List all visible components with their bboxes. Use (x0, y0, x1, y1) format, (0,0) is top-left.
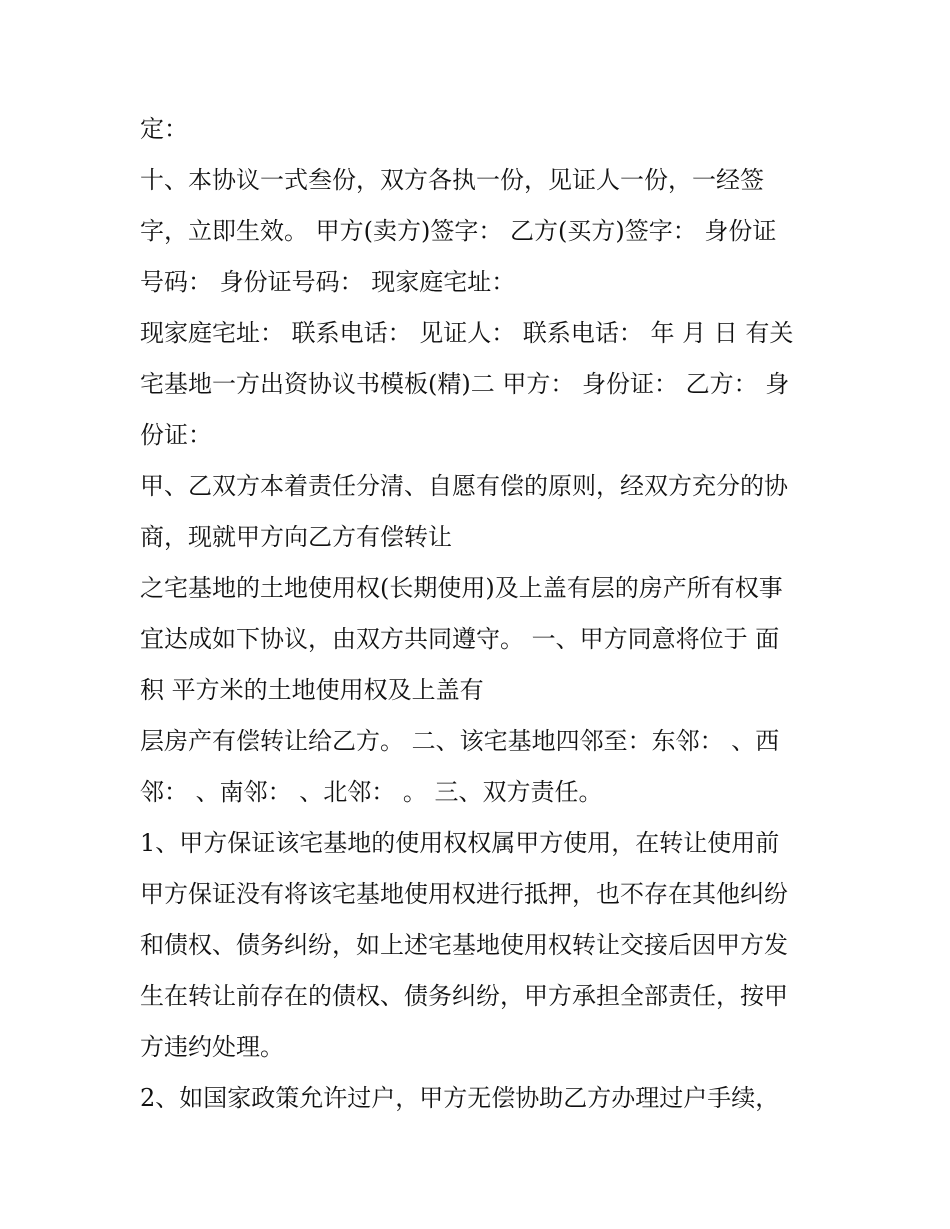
text-line: 之宅基地的土地使用权(长期使用)及上盖有层的房产所有权事 (140, 574, 783, 602)
text-line: 十、本协议一式叁份，双方各执一份，见证人一份，一经签 (140, 166, 764, 194)
document-body (140, 104, 820, 1124)
text-line: 宜达成如下协议，由双方共同遵守。 一、甲方同意将位于 面 (140, 625, 780, 653)
text-line: 甲、乙双方本着责任分清、自愿有偿的原则，经双方充分的协 (140, 472, 788, 500)
text-line: 1、甲方保证该宅基地的使用权权属甲方使用，在转让使用前 (140, 829, 780, 857)
text-line: 积 平方米的土地使用权及上盖有 (140, 676, 484, 704)
text-line: 层房产有偿转让给乙方。 二、该宅基地四邻至：东邻： 、西 (140, 727, 780, 755)
text-line: 字，立即生效。 甲方(卖方)签字： 乙方(买方)签字： 身份证 (140, 217, 777, 245)
text-line: 现家庭宅址： 联系电话： 见证人： 联系电话： 年 月 日 有关 (140, 319, 794, 347)
text-line: 宅基地一方出资协议书模板(精)二 甲方： 身份证： 乙方： 身 (140, 370, 790, 398)
text-line: 方违约处理。 (140, 1033, 284, 1061)
text-line: 份证： (140, 421, 212, 449)
text-line: 邻： 、南邻： 、北邻： 。 三、双方责任。 (140, 778, 603, 806)
text-line: 2、如国家政策允许过户，甲方无偿协助乙方办理过户手续， (140, 1084, 780, 1112)
text-line: 号码： 身份证号码： 现家庭宅址： (140, 268, 516, 296)
text-line: 商，现就甲方向乙方有偿转让 (140, 523, 452, 551)
text-line: 定： (140, 115, 188, 143)
text-line: 甲方保证没有将该宅基地使用权进行抵押，也不存在其他纠纷 (140, 880, 788, 908)
text-line: 和债权、债务纠纷，如上述宅基地使用权转让交接后因甲方发 (140, 931, 788, 959)
text-line: 生在转让前存在的债权、债务纠纷，甲方承担全部责任，按甲 (140, 982, 788, 1010)
